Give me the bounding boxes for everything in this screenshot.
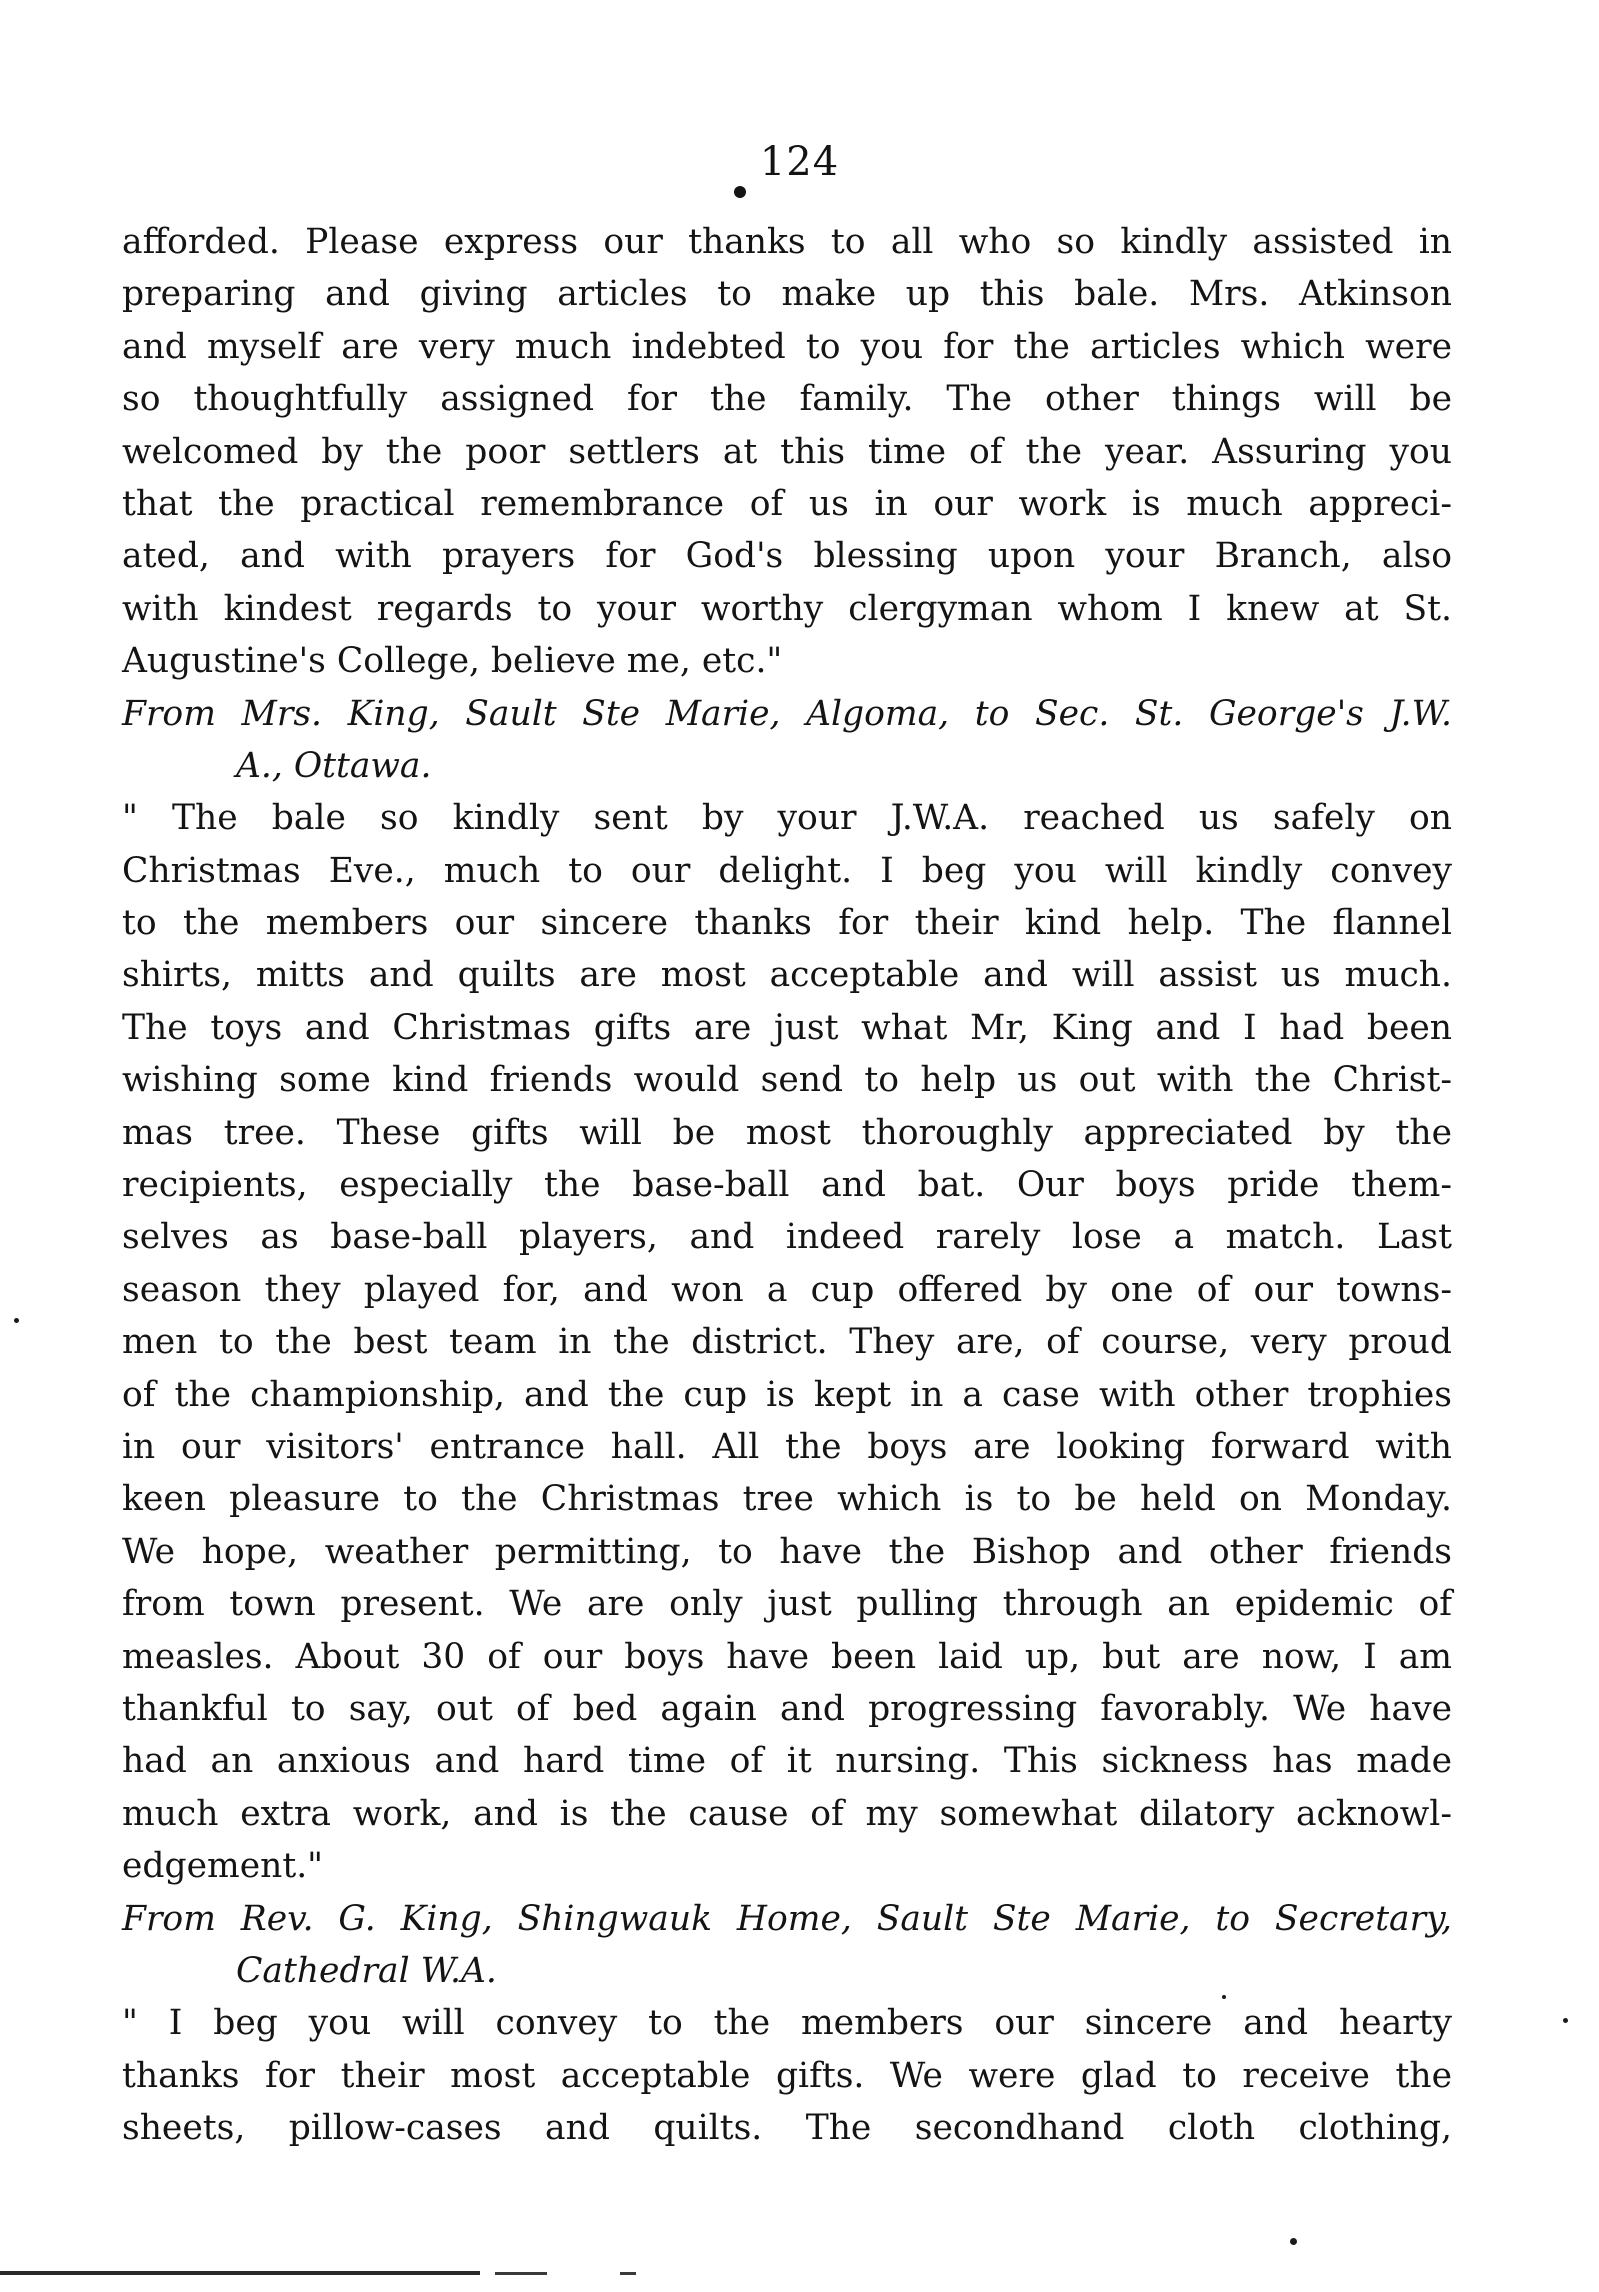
text-line: recipients, especially the base-ball and bat. Our boys pride them- — [122, 1165, 1452, 1206]
text-line: afforded. Please express our thanks to all who so kindly assisted in — [122, 222, 1452, 262]
text-line: wishing some kind friends would send to help us out with the Christ- — [122, 1060, 1452, 1101]
text-line: thanks for their most acceptable gifts. We were glad to receive the — [122, 2055, 1452, 2096]
text-line: season they played for, and won a cup offered by one of our towns- — [122, 1269, 1452, 1310]
text-line: men to the best team in the district. They are, of course, very proud — [122, 1322, 1452, 1363]
attribution-line: From Rev. G. King, Shingwauk Home, Sault Ste Marie, to Secretary, — [122, 1898, 1452, 1939]
scan-edge-rule — [0, 2271, 480, 2275]
letter-paragraph-1 — [122, 216, 1452, 688]
text-line: keen pleasure to the Christmas tree which is to be held on Monday. — [122, 1479, 1452, 1520]
text-line: Augustine's College, believe me, etc." — [122, 641, 783, 682]
text-line: ated, and with prayers for God's blessing upon your Branch, also — [122, 536, 1452, 577]
text-line: " The bale so kindly sent by your J.W.A. reached us safely on — [122, 798, 1452, 839]
text-line: much extra work, and is the cause of my somewhat dilatory acknowl- — [122, 1793, 1452, 1834]
text-line: shirts, mitts and quilts are most acceptable and will assist us much. — [122, 955, 1452, 996]
scan-speck — [14, 1318, 19, 1323]
page-number: 124 — [759, 139, 840, 185]
text-line: preparing and giving articles to make up this bale. Mrs. Atkinson — [122, 274, 1452, 315]
text-line: mas tree. These gifts will be most thoroughly appreciated by the — [122, 1112, 1452, 1153]
text-line: We hope, weather permitting, to have the Bishop and other friends — [122, 1531, 1452, 1572]
text-line: from town present. We are only just pulling through an epidemic of — [122, 1584, 1452, 1625]
attribution-rev-king — [122, 1893, 1452, 1998]
text-line: The toys and Christmas gifts are just what Mr, King and I had been — [122, 1007, 1452, 1048]
text-line: sheets, pillow-cases and quilts. The secondhand cloth clothing, — [122, 2108, 1452, 2149]
text-line: " I beg you will convey to the members our sincere and hearty — [122, 2003, 1452, 2044]
text-line: selves as base-ball players, and indeed rarely lose a match. Last — [122, 1217, 1452, 1258]
text-line: thankful to say, out of bed again and progressing favorably. We have — [122, 1688, 1452, 1729]
scan-speck — [1290, 2238, 1297, 2245]
letter-paragraph-3 — [122, 1997, 1452, 2154]
text-line: measles. About 30 of our boys have been laid up, but are now, I am — [122, 1636, 1452, 1677]
text-line: so thoughtfully assigned for the family. The other things will be — [122, 379, 1452, 420]
text-line: and myself are very much indebted to you for the articles which were — [122, 326, 1452, 367]
page-body — [122, 216, 1452, 2154]
text-line: had an anxious and hard time of it nursing. This sickness has made — [122, 1741, 1452, 1782]
text-line: Christmas Eve., much to our delight. I beg you will kindly convey — [122, 850, 1452, 891]
scan-edge-rule — [620, 2272, 636, 2275]
attribution-line: A., Ottawa. — [236, 745, 432, 786]
attribution-mrs-king — [122, 688, 1452, 793]
scan-speck — [1563, 2018, 1568, 2023]
scan-edge-rule — [495, 2272, 547, 2275]
letter-paragraph-2 — [122, 792, 1452, 1892]
text-line: of the championship, and the cup is kept in a case with other trophies — [122, 1374, 1452, 1415]
scan-speck — [1222, 1995, 1226, 1999]
text-line: edgement." — [122, 1846, 324, 1887]
text-line: with kindest regards to your worthy clergyman whom I knew at St. — [122, 588, 1452, 629]
text-line: that the practical remembrance of us in our work is much appreci- — [122, 483, 1452, 524]
text-line: in our visitors' entrance hall. All the boys are looking forward with — [122, 1426, 1452, 1467]
text-line: to the members our sincere thanks for their kind help. The flannel — [122, 903, 1452, 944]
page-number-dot — [734, 186, 746, 198]
attribution-line: From Mrs. King, Sault Ste Marie, Algoma, to Sec. St. George's J.W. — [122, 693, 1452, 734]
attribution-line: Cathedral W.A. — [236, 1950, 497, 1991]
text-line: welcomed by the poor settlers at this time of the year. Assuring you — [122, 431, 1452, 472]
